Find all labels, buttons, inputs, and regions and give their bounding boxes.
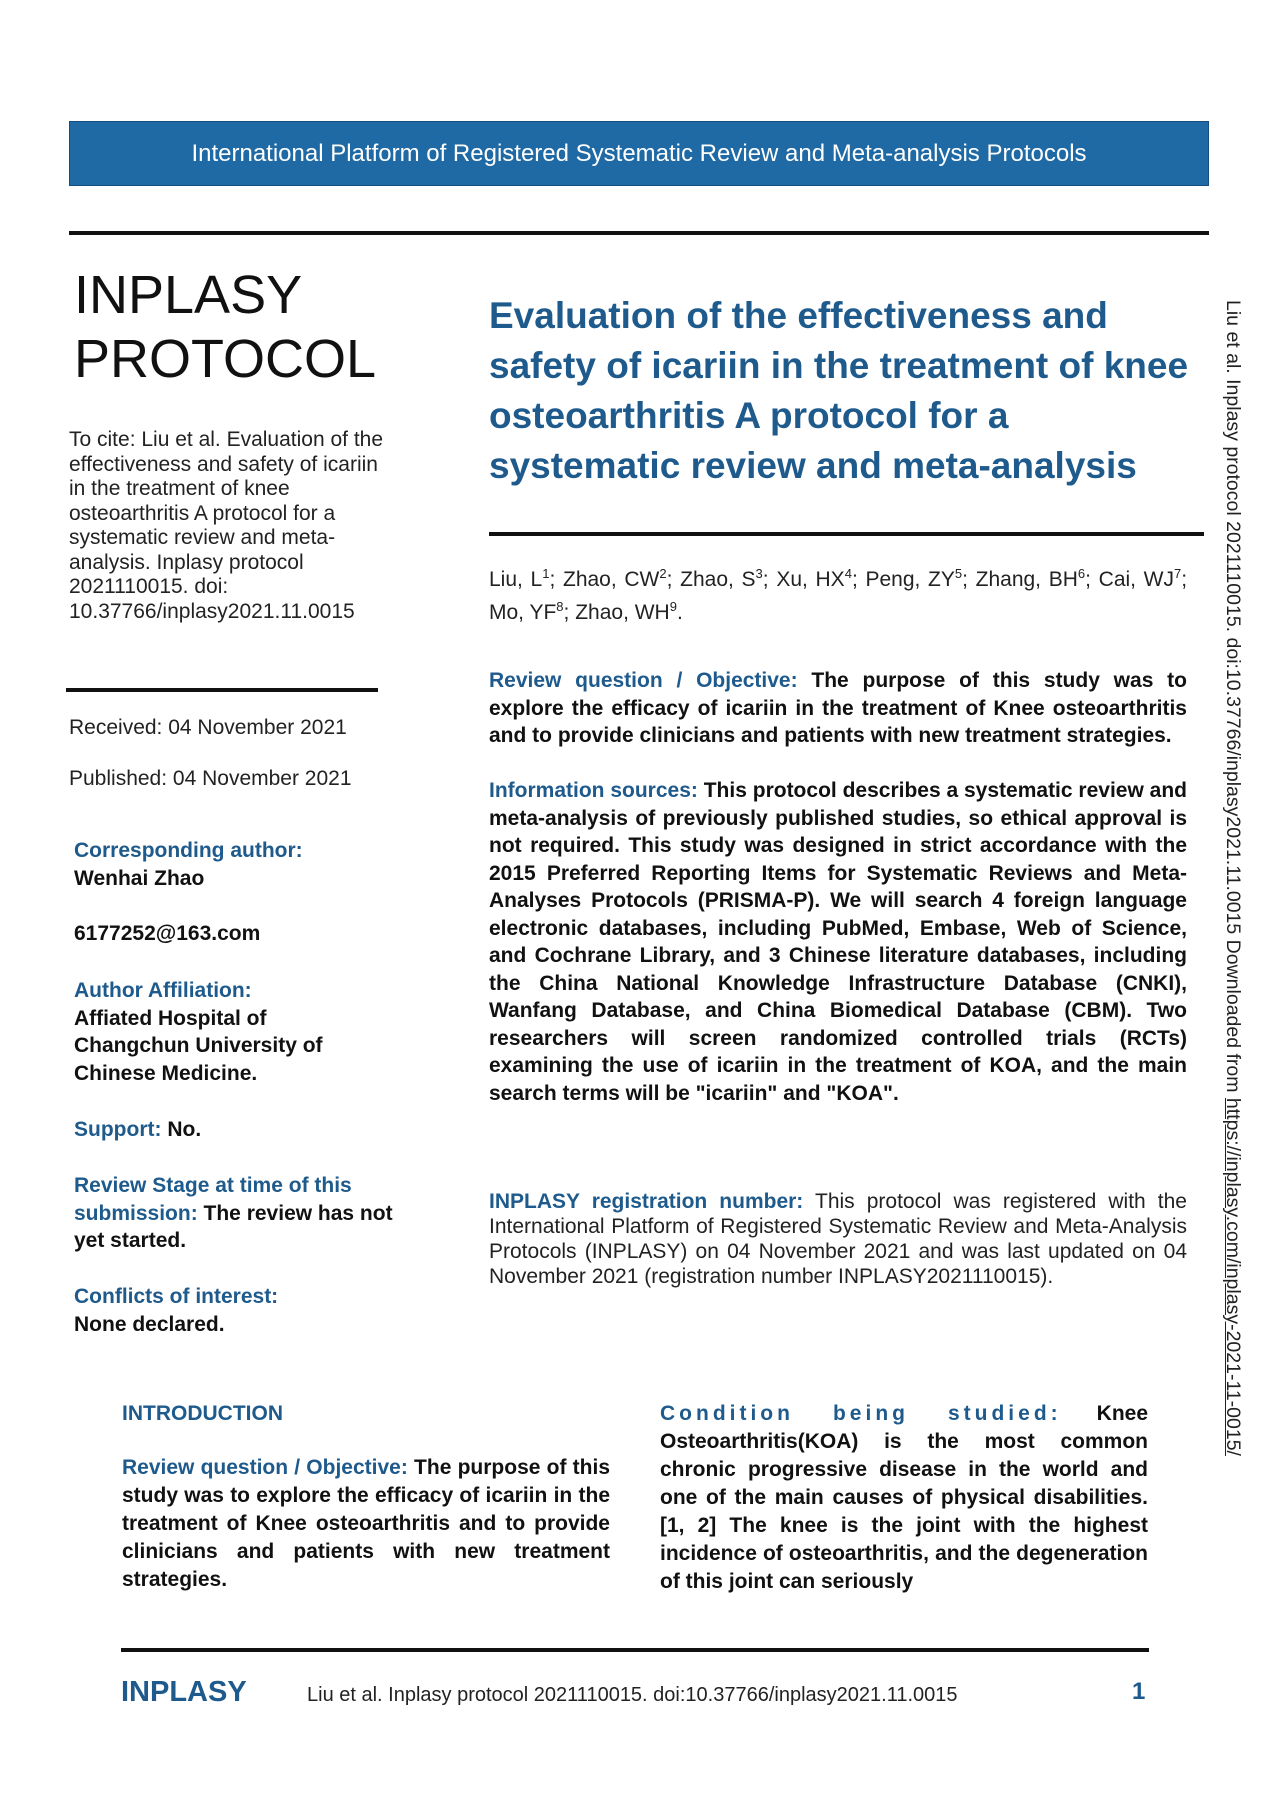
author-name: Cai, $WJ^7$	[1098, 566, 1182, 591]
journal-banner	[69, 121, 1209, 186]
author-affiliation-number: 5	[954, 566, 963, 581]
author-affiliation-number: 8	[556, 599, 564, 614]
registration-text: This protocol was registered with the International Platform of Registered Systematic Review and Meta-Analysis Protocols (INPLASY) on 04 November 2021 and was last updated on 04 November 2021 (registration number INPLASY2021110015).	[489, 1190, 1187, 1288]
author-name: Xu, $HX^4$	[776, 566, 852, 591]
affiliation-block	[74, 977, 404, 1087]
download-note-text: Liu et al. Inplasy protocol 2021110015. doi:10.37766/inplasy2021.11.0015 Downloaded from	[1222, 300, 1244, 1098]
registration-block	[489, 1189, 1187, 1289]
conflicts-label: Conflicts of interest:	[74, 1285, 279, 1308]
left-rule	[66, 688, 378, 692]
abstract-objective	[489, 667, 1187, 750]
author-affiliation-number: 1	[542, 566, 550, 581]
support-block	[74, 1116, 404, 1144]
footer-citation: Liu et al. Inplasy protocol 2021110015. doi:10.37766/inplasy2021.11.0015	[307, 1684, 958, 1706]
protocol-brand	[74, 263, 376, 391]
author-affiliation-number: 2	[659, 566, 667, 581]
author-affiliation-number: 9	[669, 599, 677, 614]
corresponding-label: Corresponding author:	[74, 839, 303, 862]
abstract-objective-label: Review question / Objective:	[489, 669, 798, 692]
intro-objective-label: Review question / Objective:	[122, 1456, 408, 1479]
author-affiliation-number: 6	[1077, 566, 1086, 581]
received-date: Received: 04 November 2021	[69, 716, 347, 739]
info-sources-label: Information sources:	[489, 779, 698, 802]
citation-text: To cite: Liu et al. Evaluation of the effectiveness and safety of icariin in the treatment of knee osteoarthritis A protocol for a systematic review and meta-analysis. Inplasy protocol 2021110015. doi: 10.37766/inplasy2021.11.0015	[69, 428, 384, 623]
author-name: Mo, $YF^8$	[489, 599, 564, 624]
author-name: Zhao, $CW^2$	[563, 566, 667, 591]
brand-line-2: PROTOCOL	[74, 329, 377, 389]
conflicts-block	[74, 1283, 404, 1338]
author-name: Zhao, $WH^9$	[575, 599, 677, 624]
author-name: Zhang, $BH^6$	[975, 566, 1086, 591]
page-number: 1	[1132, 1678, 1146, 1705]
abstract-info-sources	[489, 777, 1187, 1107]
condition-label: Condition being studied:	[660, 1402, 1062, 1425]
published-date: Published: 04 November 2021	[69, 767, 352, 790]
author-affiliation-number: 4	[844, 566, 852, 581]
registration-label: INPLASY registration number:	[489, 1190, 804, 1213]
corresponding-author	[74, 837, 404, 892]
author-affiliation-number: 7	[1174, 566, 1182, 581]
email-block	[74, 920, 404, 948]
conflicts-value: None declared.	[74, 1312, 225, 1336]
introduction-left	[122, 1400, 610, 1594]
download-note	[1221, 300, 1244, 1456]
article-title: Evaluation of the effectiveness and safety of icariin in the treatment of knee osteoarthritis A protocol for a systematic review and meta-analysis	[489, 295, 1189, 486]
intro-objective	[122, 1454, 610, 1594]
affiliation-value: Affiated Hospital of Changchun University of Chinese Medicine.	[74, 1006, 323, 1085]
title-rule	[489, 532, 1204, 536]
introduction-heading: INTRODUCTION	[122, 1402, 283, 1425]
abstract-objective-text: The purpose of this study was to explore the efficacy of icariin in the treatment of Knee osteoarthritis and to provide clinicians and patients with new treatment strategies.	[489, 669, 1187, 747]
author-affiliation-number: 3	[755, 566, 763, 581]
footer-brand: INPLASY	[121, 1676, 247, 1708]
corresponding-name: Wenhai Zhao	[74, 866, 205, 890]
support-value: No.	[167, 1118, 202, 1141]
header-rule	[69, 231, 1209, 235]
footer-rule	[121, 1648, 1149, 1652]
author-email[interactable]: 6177252@163.com	[74, 922, 261, 945]
download-link[interactable]: https://inplasy.com/inplasy-2021-11-0015/	[1222, 1097, 1244, 1456]
support-label: Support:	[74, 1118, 162, 1141]
author-name: Peng, $ZY^5$	[865, 566, 963, 591]
review-stage-value: The review has not yet started.	[74, 1201, 393, 1252]
author-list: Liu, $L^1$; Zhao, $CW^2$; Zhao, $S^3$; Xu, $HX^4$; Peng, $ZY^5$; Zhang, $BH^6$; Cai, $WJ^7$; Mo, $YF^8$; Zhao, $WH^9$.	[489, 566, 1188, 624]
info-sources-text: This protocol describes a systematic review and meta-analysis of previously published studies, so ethical approval is not required. This study was designed in strict accordance with the 2015 Preferred Reporting Items for Systematic Reviews and Meta-Analyses Protocols (PRISMA-P). We will search 4 foreign language electronic databases, including PubMed, Embase, Web of Science, and Cochrane Library, and 3 Chinese literature databases, including the China National Knowledge Infrastructure Database (CNKI), Wanfang Database, and China Biomedical Database (CBM). Two researchers will screen randomized controlled trials (RCTs) examining the use of icariin in the treatment of KOA, and the main search terms will be "icariin" and "KOA".	[489, 779, 1187, 1105]
banner-text: International Platform of Registered Systematic Review and Meta-analysis Protocols	[191, 139, 1087, 167]
author-name: Zhao, $S^3$	[680, 566, 763, 591]
review-stage-label: Review Stage at time of this submission:	[74, 1174, 352, 1225]
author-name: Liu, $L^1$	[489, 566, 550, 591]
introduction-right	[660, 1400, 1148, 1596]
intro-objective-text: The purpose of this study was to explore the efficacy of icariin in the treatment of Knee osteoarthritis and to provide clinicians and patients with new treatment strategies.	[122, 1456, 611, 1591]
affiliation-label: Author Affiliation:	[74, 979, 252, 1002]
review-stage-block	[74, 1172, 394, 1255]
condition-text: Knee Osteoarthritis(KOA) is the most common chronic progressive disease in the world and one of the main causes of physical disabilities.[1, 2] The knee is the joint with the highest incidence of osteoarthritis, and the degeneration of this joint can seriously	[660, 1402, 1148, 1593]
brand-line-1: INPLASY	[74, 265, 303, 325]
